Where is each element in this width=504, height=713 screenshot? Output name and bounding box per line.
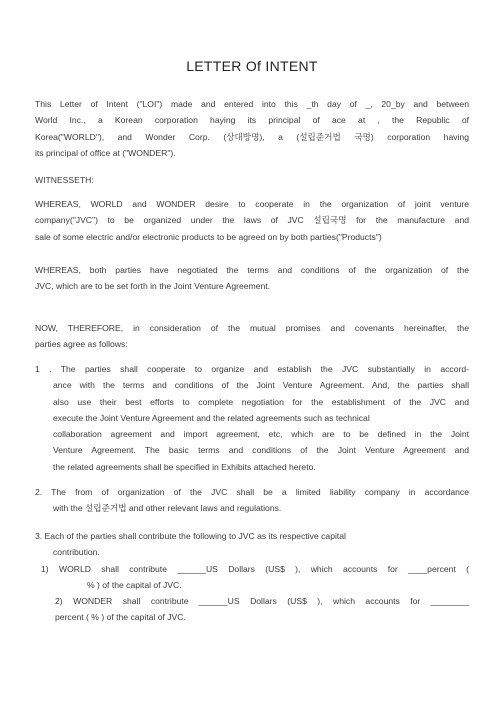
clause1-line: 1 . The parties shall cooperate to organize and establish the JVC substantially in accord- — [35, 364, 469, 374]
witnesseth-heading — [35, 172, 469, 188]
clause3-line: contribution. — [53, 547, 100, 558]
witnesseth-text: WITNESSETH: — [35, 175, 94, 185]
intro-line: World Inc., a Korean corporation haying its principal of ace at , the Republic of — [35, 115, 469, 126]
clause-2 — [35, 484, 469, 517]
whereas1-line: WHEREAS, WORLD and WONDER desire to cooperate in the organization of joint venture — [35, 199, 469, 209]
clause1-line: execute the Joint Venture Agreement and the related agreements such as technical — [53, 412, 370, 423]
whereas2-line: WHEREAS, both parties have negotiated the terms and conditions of the organization of the — [35, 265, 469, 275]
clause1-line: Venture Agreement. The basic terms and conditions of the Joint Venture Agreement and — [53, 445, 469, 456]
intro-paragraph — [35, 96, 469, 161]
clause3-item-wonder: 2) WONDER shall contribute ______US Dollars (US$ ), which accounts for ________ — [55, 596, 469, 607]
now-line: NOW, THEREFORE, in consideration of the mutual promises and covenants hereinafter, the — [35, 323, 469, 333]
clause2-line: with the 설립준거법 and other relevant laws and regulations. — [53, 503, 282, 514]
clause1-line: also use their best efforts to complete negotiation for the establishment of the JVC and — [53, 396, 469, 407]
clause2-line: 2. The from of organization of the JVC shall be a limited liability company in accordance — [35, 487, 469, 497]
now-line: parties agree as follows: — [35, 339, 128, 350]
clause1-line: the related agreements shall be specified in Exhibits attached hereto. — [53, 461, 316, 472]
intro-line: Korea("WORLD"), and Wonder Corp. (상대방명), a (설립준거법 국명) corporation having — [35, 131, 469, 142]
clause-3 — [35, 528, 469, 626]
whereas-paragraph-1 — [35, 196, 469, 245]
intro-line: its principal of office at ("WONDER"). — [35, 147, 176, 158]
clause-1 — [35, 361, 469, 475]
whereas2-line: JVC, which are to be set forth in the Joint Venture Agreement. — [35, 281, 271, 292]
now-therefore-paragraph — [35, 320, 469, 353]
clause3-line: 3. Each of the parties shall contribute the following to JVC as its respective capital — [35, 531, 346, 541]
whereas-paragraph-2 — [35, 262, 469, 295]
intro-line: This Letter of Intent ("LOI") made and entered into this _th day of _, 20_by and between — [35, 99, 469, 109]
clause3-item-world: 1) WORLD shall contribute ______US Dollars (US$ ), which accounts for ____percent ( — [41, 563, 469, 574]
clause3-item-world-cont: % ) of the capital of JVC. — [87, 579, 182, 590]
clause1-line: ance with the terms and conditions of the Joint Venture Agreement. And, the parties shall — [53, 380, 469, 391]
clause1-line: collaboration agreement and import agreement, etc, which are to be defined in the Joint — [53, 429, 469, 440]
clause3-item-wonder-cont: percent ( % ) of the capital of JVC. — [55, 612, 186, 623]
document-title: LETTER Of INTENT — [186, 58, 318, 74]
whereas1-line: company("JVC") to be organized under the laws of JVC 설립국명 for the manufacture and — [35, 215, 469, 226]
whereas1-line: sale of some electric and/or electronic products to be agreed on by both parties("Products") — [35, 231, 382, 242]
